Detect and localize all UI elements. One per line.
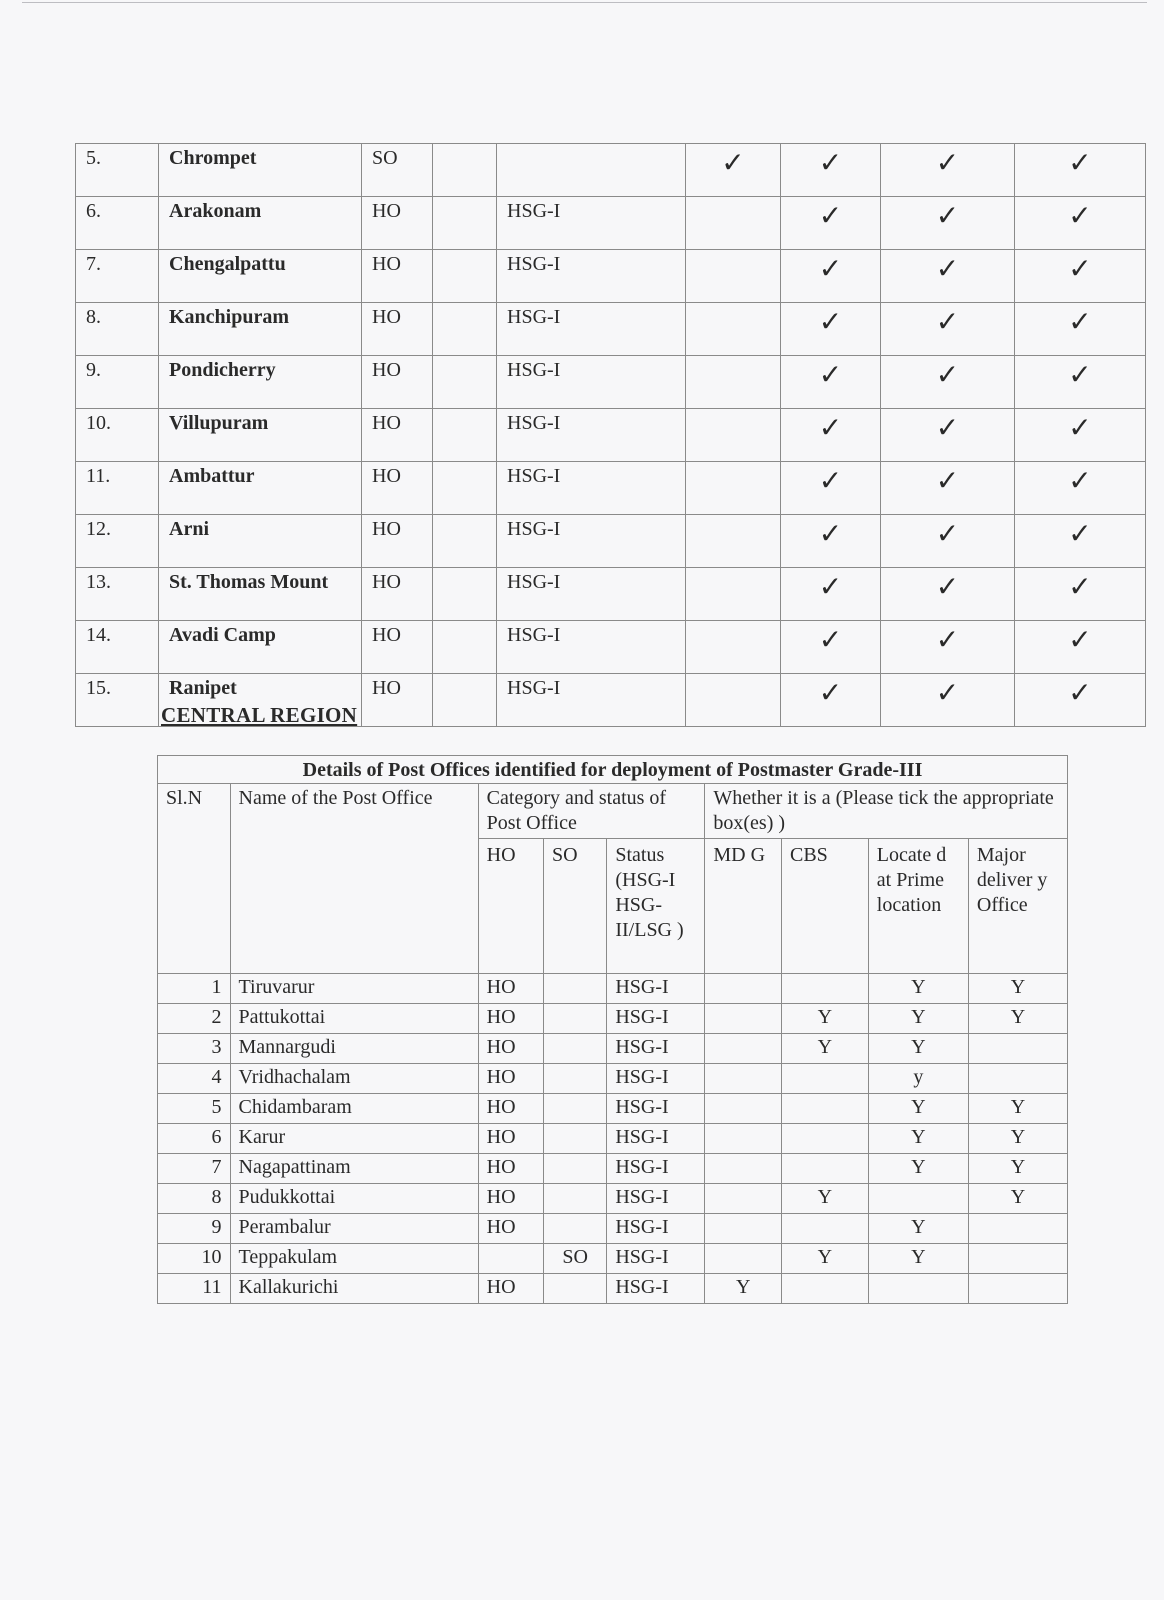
empty-cell: [433, 303, 497, 356]
tick-mark: ✓: [781, 568, 881, 621]
region-title: CENTRAL REGION: [161, 703, 358, 727]
post-office-name: Ambattur: [159, 462, 362, 515]
category: HO: [362, 303, 433, 356]
post-office-name: Tiruvarur: [230, 974, 478, 1004]
sl-no: 14.: [76, 621, 159, 674]
post-office-name: Pondicherry: [159, 356, 362, 409]
post-office-name: Pudukkottai: [230, 1184, 478, 1214]
status: HSG-I: [497, 674, 686, 727]
header-category: Category and status of Post Office: [478, 784, 705, 839]
category: HO: [362, 462, 433, 515]
so-cell: [544, 1034, 607, 1064]
table-row: [76, 197, 1146, 250]
prime-location-cell: Y: [868, 1214, 968, 1244]
status: HSG-I: [497, 250, 686, 303]
tick-mark: ✓: [881, 515, 1015, 568]
header-whether: Whether it is a (Please tick the appropriate box(es) ): [705, 784, 1068, 839]
tick-mark: ✓: [881, 568, 1015, 621]
tick-mark: ✓: [1015, 568, 1146, 621]
sl-no: 5.: [76, 144, 159, 197]
tick-mark: ✓: [1015, 409, 1146, 462]
status: HSG-I: [497, 197, 686, 250]
table-row: [76, 250, 1146, 303]
status: HSG-I: [497, 409, 686, 462]
sl-no: 9.: [76, 356, 159, 409]
table-row: [76, 462, 1146, 515]
prime-location-cell: Y: [868, 1034, 968, 1064]
post-office-name: Karur: [230, 1124, 478, 1154]
category: HO: [362, 674, 433, 727]
header-mdg: MD G: [705, 839, 782, 974]
sl-no: 8: [158, 1184, 231, 1214]
tick-mark: ✓: [1015, 197, 1146, 250]
tick-mark: ✓: [781, 674, 881, 727]
status: HSG-I: [497, 568, 686, 621]
status: HSG-I: [607, 1184, 705, 1214]
sl-no: 7.: [76, 250, 159, 303]
so-cell: [544, 1064, 607, 1094]
prime-location-cell: Y: [868, 1094, 968, 1124]
sl-no: 11: [158, 1274, 231, 1304]
tick-mark: ✓: [781, 303, 881, 356]
cbs-cell: Y: [781, 1004, 868, 1034]
tick-mark: ✓: [881, 250, 1015, 303]
prime-location-cell: Y: [868, 974, 968, 1004]
table-row: [76, 409, 1146, 462]
tick-mark: ✓: [781, 250, 881, 303]
sl-no: 6: [158, 1124, 231, 1154]
cbs-cell: Y: [781, 1184, 868, 1214]
table-row: [76, 303, 1146, 356]
cbs-cell: [781, 1274, 868, 1304]
status: HSG-I: [607, 1154, 705, 1184]
header-major-delivery: Major deliver y Office: [968, 839, 1067, 974]
header-prime-location: Locate d at Prime location: [868, 839, 968, 974]
post-office-name: Nagapattinam: [230, 1154, 478, 1184]
category: HO: [362, 409, 433, 462]
prime-location-cell: [868, 1184, 968, 1214]
sl-no: 2: [158, 1004, 231, 1034]
ho-cell: HO: [478, 1214, 543, 1244]
empty-cell: [433, 197, 497, 250]
ho-cell: HO: [478, 1004, 543, 1034]
tick-mark: [686, 568, 781, 621]
category: HO: [362, 356, 433, 409]
tick-mark: ✓: [1015, 674, 1146, 727]
mdg-cell: [705, 1154, 782, 1184]
empty-cell: [433, 250, 497, 303]
mdg-cell: [705, 1214, 782, 1244]
table-row: [158, 1274, 1068, 1304]
mdg-cell: [705, 1004, 782, 1034]
status: HSG-I: [607, 1274, 705, 1304]
sl-no: 11.: [76, 462, 159, 515]
tick-mark: ✓: [781, 462, 881, 515]
table-row: [76, 144, 1146, 197]
status: HSG-I: [607, 1004, 705, 1034]
tick-mark: ✓: [1015, 250, 1146, 303]
major-delivery-cell: [968, 1214, 1067, 1244]
status: HSG-I: [497, 621, 686, 674]
post-office-name: Kanchipuram: [159, 303, 362, 356]
ho-cell: HO: [478, 974, 543, 1004]
sl-no: 13.: [76, 568, 159, 621]
empty-cell: [433, 515, 497, 568]
so-cell: [544, 1004, 607, 1034]
table-caption: Details of Post Offices identified for deployment of Postmaster Grade-III: [158, 756, 1068, 784]
mdg-cell: [705, 1124, 782, 1154]
header-so: SO: [544, 839, 607, 974]
category: HO: [362, 515, 433, 568]
tick-mark: [686, 303, 781, 356]
post-office-name: Avadi Camp: [159, 621, 362, 674]
major-delivery-cell: Y: [968, 1184, 1067, 1214]
sl-no: 6.: [76, 197, 159, 250]
ho-cell: HO: [478, 1034, 543, 1064]
central-region-table: [157, 755, 1068, 1304]
post-office-name: Chidambaram: [230, 1094, 478, 1124]
tick-mark: ✓: [781, 144, 881, 197]
mdg-cell: Y: [705, 1274, 782, 1304]
status: [497, 144, 686, 197]
sl-no: 4: [158, 1064, 231, 1094]
cbs-cell: Y: [781, 1244, 868, 1274]
sl-no: 5: [158, 1094, 231, 1124]
table-row: [158, 1004, 1068, 1034]
major-delivery-cell: [968, 1244, 1067, 1274]
tick-mark: [686, 250, 781, 303]
empty-cell: [433, 409, 497, 462]
major-delivery-cell: Y: [968, 1124, 1067, 1154]
tick-mark: ✓: [881, 144, 1015, 197]
status: HSG-I: [607, 1124, 705, 1154]
tick-mark: ✓: [1015, 462, 1146, 515]
tick-mark: ✓: [1015, 303, 1146, 356]
post-office-name: Chrompet: [159, 144, 362, 197]
ho-cell: HO: [478, 1184, 543, 1214]
post-office-name: Mannargudi: [230, 1034, 478, 1064]
ho-cell: HO: [478, 1064, 543, 1094]
sl-no: 15.: [76, 674, 159, 727]
tick-mark: ✓: [781, 197, 881, 250]
tick-mark: ✓: [781, 515, 881, 568]
table-row: [76, 568, 1146, 621]
sl-no: 8.: [76, 303, 159, 356]
mdg-cell: [705, 974, 782, 1004]
category: HO: [362, 568, 433, 621]
status: HSG-I: [497, 462, 686, 515]
post-office-name: St. Thomas Mount: [159, 568, 362, 621]
table-row: [158, 1214, 1068, 1244]
tick-mark: ✓: [781, 621, 881, 674]
table-row: [158, 974, 1068, 1004]
post-office-name: Arni: [159, 515, 362, 568]
tick-mark: ✓: [781, 356, 881, 409]
header-cbs: CBS: [781, 839, 868, 974]
so-cell: [544, 974, 607, 1004]
tick-mark: ✓: [881, 356, 1015, 409]
empty-cell: [433, 462, 497, 515]
so-cell: [544, 1274, 607, 1304]
post-office-name: Pattukottai: [230, 1004, 478, 1034]
post-office-name: Perambalur: [230, 1214, 478, 1244]
cbs-cell: [781, 974, 868, 1004]
mdg-cell: [705, 1094, 782, 1124]
tick-mark: ✓: [881, 621, 1015, 674]
major-delivery-cell: Y: [968, 1004, 1067, 1034]
status: HSG-I: [497, 356, 686, 409]
cbs-cell: [781, 1064, 868, 1094]
tick-mark: [686, 621, 781, 674]
empty-cell: [433, 568, 497, 621]
tick-mark: [686, 197, 781, 250]
cbs-cell: Y: [781, 1034, 868, 1064]
table-row: [158, 1244, 1068, 1274]
empty-cell: [433, 356, 497, 409]
cbs-cell: [781, 1124, 868, 1154]
tick-mark: ✓: [881, 303, 1015, 356]
tick-mark: ✓: [781, 409, 881, 462]
page-top-rule: [22, 2, 1147, 3]
cbs-cell: [781, 1094, 868, 1124]
so-cell: [544, 1124, 607, 1154]
so-cell: [544, 1214, 607, 1244]
sl-no: 3: [158, 1034, 231, 1064]
so-cell: [544, 1154, 607, 1184]
status: HSG-I: [607, 1244, 705, 1274]
table-row: [158, 1064, 1068, 1094]
tick-mark: ✓: [686, 144, 781, 197]
cbs-cell: [781, 1154, 868, 1184]
post-office-name: Chengalpattu: [159, 250, 362, 303]
post-office-name: Vridhachalam: [230, 1064, 478, 1094]
status: HSG-I: [497, 515, 686, 568]
status: HSG-I: [607, 1034, 705, 1064]
tick-mark: ✓: [1015, 515, 1146, 568]
cbs-cell: [781, 1214, 868, 1244]
tick-mark: ✓: [1015, 621, 1146, 674]
tick-mark: [686, 356, 781, 409]
status: HSG-I: [607, 1214, 705, 1244]
header-name: Name of the Post Office: [230, 784, 478, 974]
header-status: Status (HSG-I HSG-II/LSG ): [607, 839, 705, 974]
ho-cell: HO: [478, 1274, 543, 1304]
ho-cell: [478, 1244, 543, 1274]
status: HSG-I: [607, 1094, 705, 1124]
tick-mark: ✓: [881, 462, 1015, 515]
prime-location-cell: Y: [868, 1154, 968, 1184]
ho-cell: HO: [478, 1094, 543, 1124]
table-row: [158, 1034, 1068, 1064]
so-cell: [544, 1184, 607, 1214]
prime-location-cell: Y: [868, 1124, 968, 1154]
tick-mark: ✓: [881, 409, 1015, 462]
tick-mark: ✓: [1015, 144, 1146, 197]
major-delivery-cell: [968, 1274, 1067, 1304]
header-ho: HO: [478, 839, 543, 974]
mdg-cell: [705, 1034, 782, 1064]
major-delivery-cell: [968, 1064, 1067, 1094]
category: HO: [362, 621, 433, 674]
post-office-name: Teppakulam: [230, 1244, 478, 1274]
tick-mark: ✓: [881, 674, 1015, 727]
table-row: [76, 621, 1146, 674]
mdg-cell: [705, 1064, 782, 1094]
prime-location-cell: Y: [868, 1004, 968, 1034]
major-delivery-cell: Y: [968, 974, 1067, 1004]
sl-no: 1: [158, 974, 231, 1004]
post-office-name: Arakonam: [159, 197, 362, 250]
empty-cell: [433, 621, 497, 674]
so-cell: [544, 1094, 607, 1124]
category: HO: [362, 250, 433, 303]
tick-mark: ✓: [1015, 356, 1146, 409]
category: SO: [362, 144, 433, 197]
table-row: [158, 1094, 1068, 1124]
tick-mark: [686, 515, 781, 568]
post-office-name: Villupuram: [159, 409, 362, 462]
ho-cell: HO: [478, 1124, 543, 1154]
mdg-cell: [705, 1184, 782, 1214]
table-row: [76, 356, 1146, 409]
tick-mark: [686, 462, 781, 515]
prime-location-cell: [868, 1274, 968, 1304]
sl-no: 10: [158, 1244, 231, 1274]
header-sl: Sl.N: [158, 784, 231, 974]
so-cell: SO: [544, 1244, 607, 1274]
tick-mark: [686, 409, 781, 462]
prime-location-cell: Y: [868, 1244, 968, 1274]
empty-cell: [433, 674, 497, 727]
table-row: [76, 515, 1146, 568]
mdg-cell: [705, 1244, 782, 1274]
major-delivery-cell: Y: [968, 1154, 1067, 1184]
major-delivery-cell: Y: [968, 1094, 1067, 1124]
table-row: [158, 1154, 1068, 1184]
post-office-table-continued: [75, 143, 1146, 727]
sl-no: 10.: [76, 409, 159, 462]
category: HO: [362, 197, 433, 250]
ho-cell: HO: [478, 1154, 543, 1184]
prime-location-cell: y: [868, 1064, 968, 1094]
empty-cell: [433, 144, 497, 197]
major-delivery-cell: [968, 1034, 1067, 1064]
sl-no: 12.: [76, 515, 159, 568]
tick-mark: ✓: [881, 197, 1015, 250]
sl-no: 9: [158, 1214, 231, 1244]
status: HSG-I: [607, 974, 705, 1004]
tick-mark: [686, 674, 781, 727]
post-office-name: Kallakurichi: [230, 1274, 478, 1304]
sl-no: 7: [158, 1154, 231, 1184]
status: HSG-I: [497, 303, 686, 356]
status: HSG-I: [607, 1064, 705, 1094]
post-office-name: Ranipet: [159, 674, 362, 727]
table-row: [158, 1124, 1068, 1154]
table-row: [158, 1184, 1068, 1214]
